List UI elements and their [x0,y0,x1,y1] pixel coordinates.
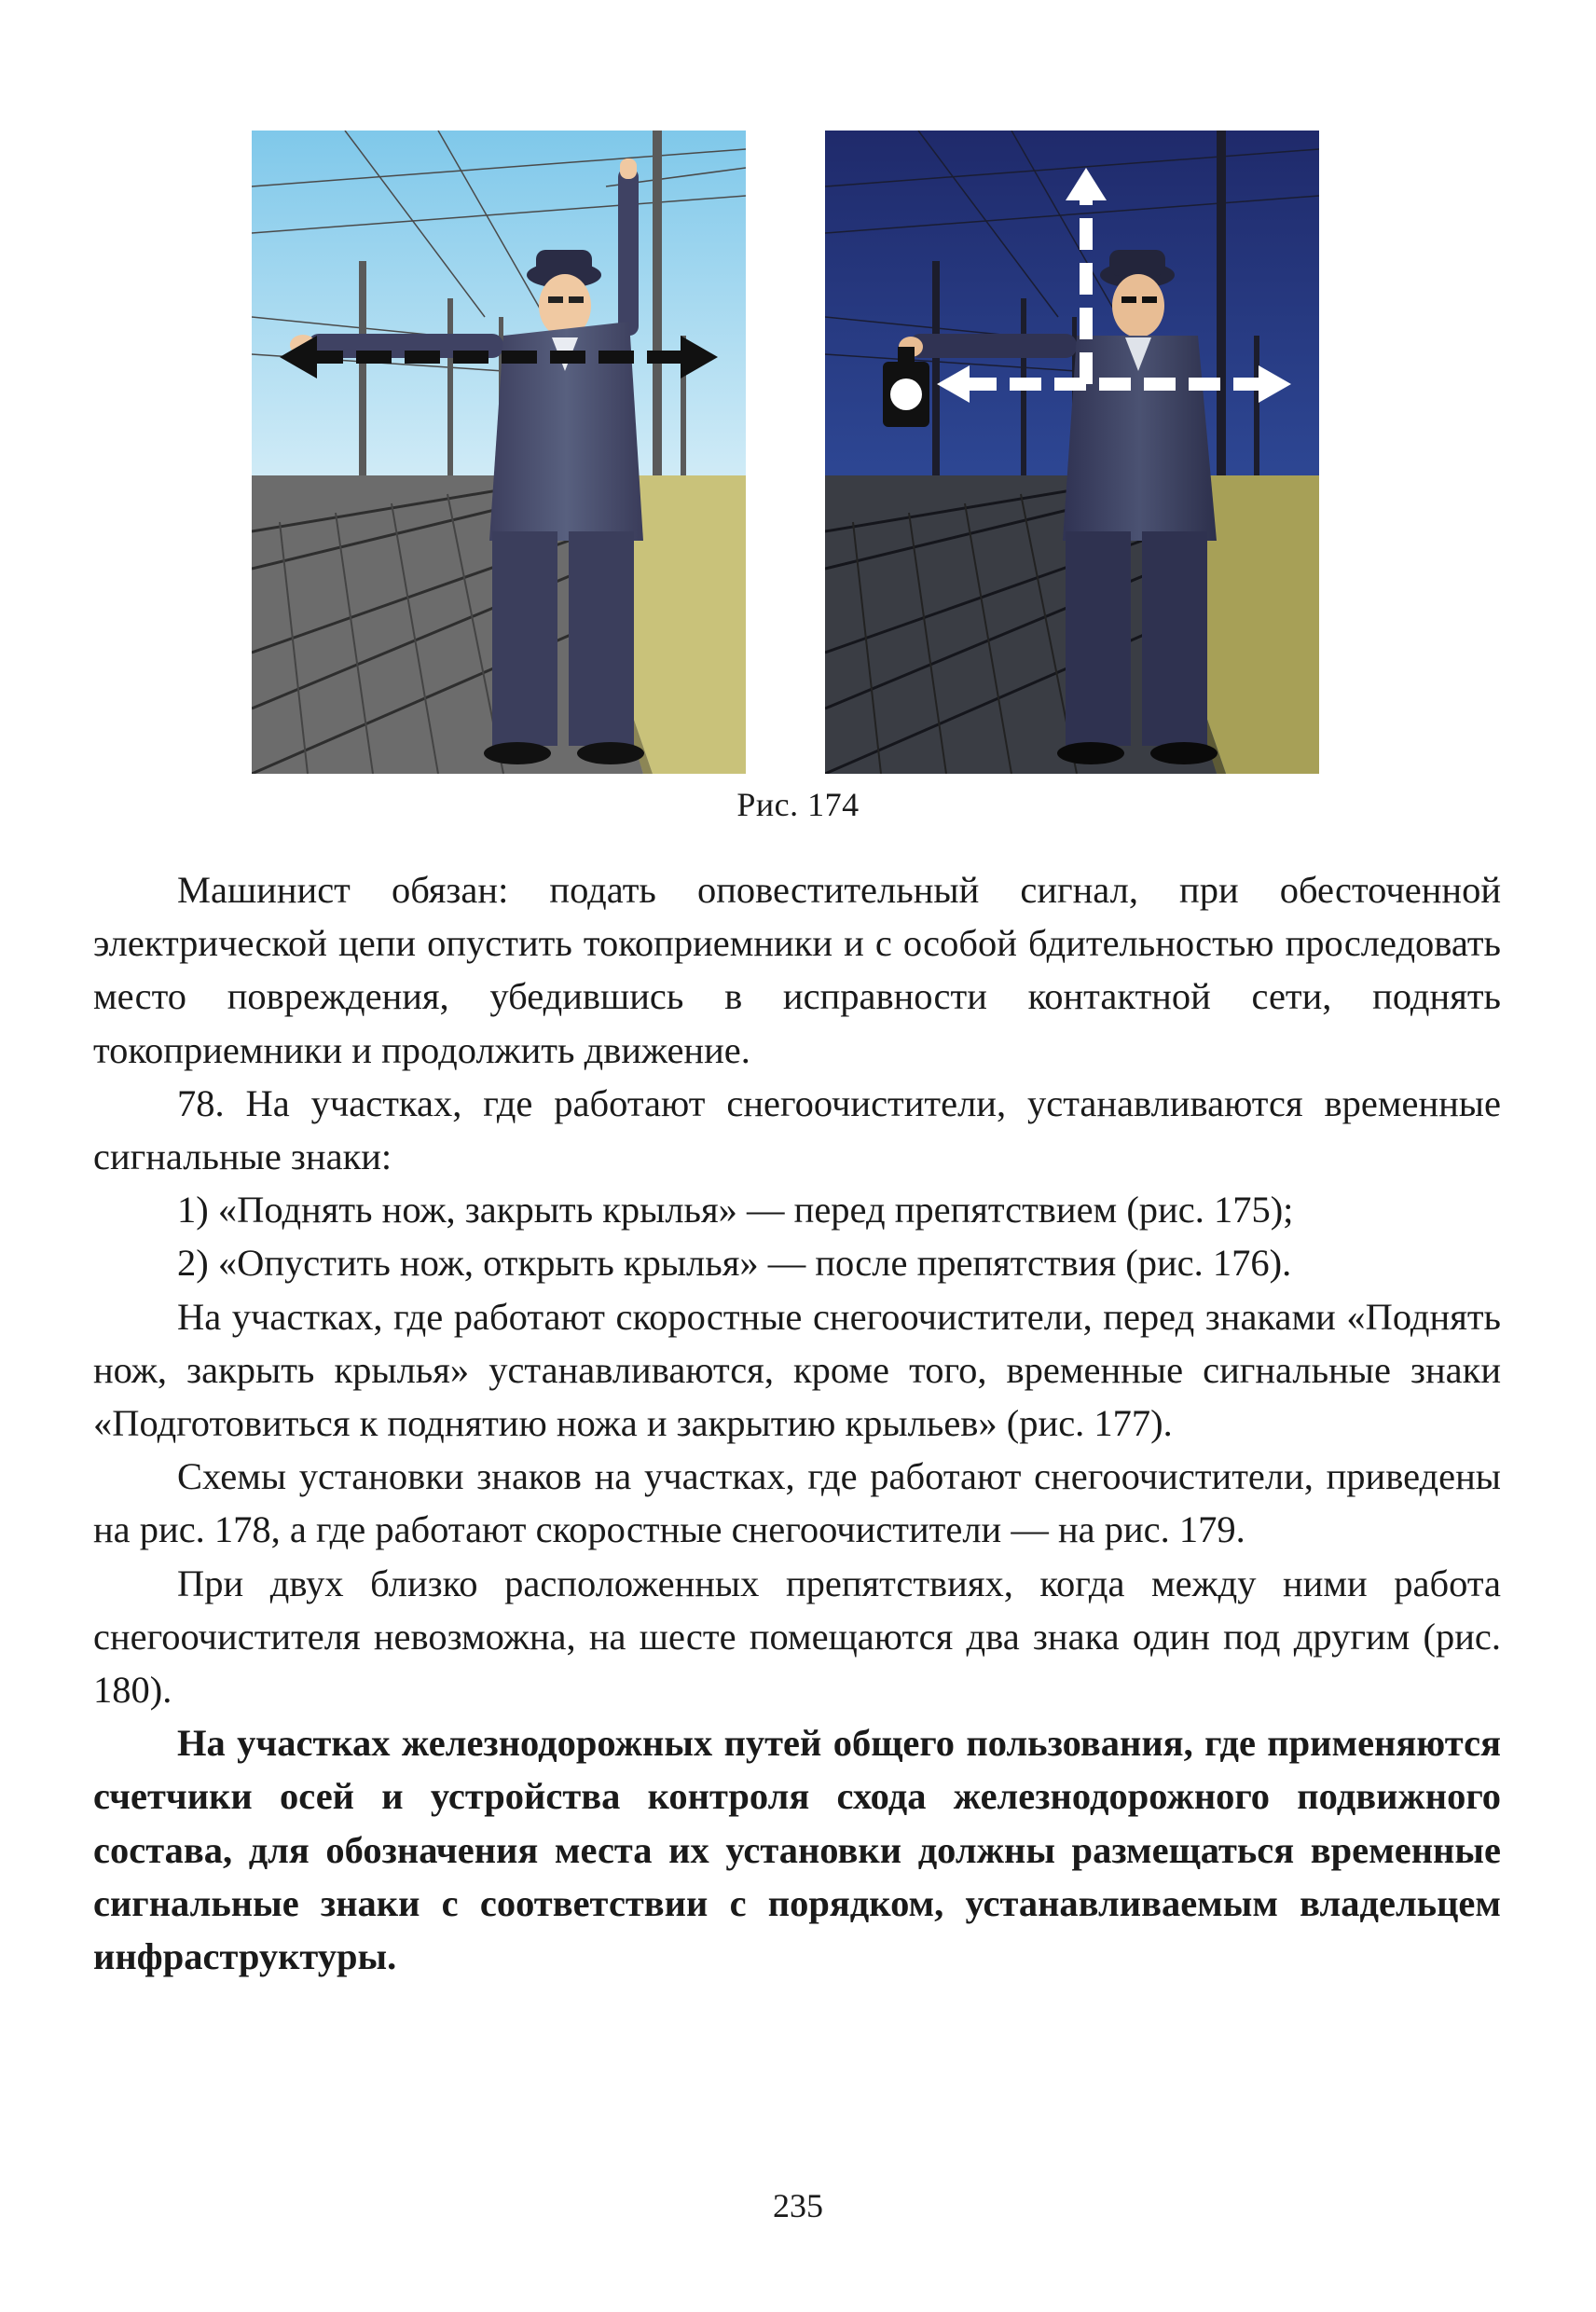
paragraph: 78. На участках, где работают снегоочистители, устанавливаются временные сигнальные знаки: [93,1081,1501,1178]
figure-174 [252,131,1319,774]
body-text [93,863,1501,1983]
paragraph: Машинист обязан: подать оповестительный сигнал, при обесточенной электрической цепи опустить токоприемники и с особой бдительностью проследовать место повреждения, убедившись в исправности контактной сети, поднять токоприемники и продолжить движение. [93,869,1501,1071]
bold-paragraph: На участках железнодорожных путей общего пользования, где применяются счетчики осей и устройства контроля схода железнодорожного подвижного состава, для обозначения места их установки должны размещаться временные сигнальные знаки с соответствии с порядком, устанавливаемым владельцем инфраструктуры. [93,1722,1501,1978]
paragraph: Схемы установки знаков на участках, где работают снегоочистители, приведены на рис. 178, а где работают скоростные снегоочистители — на рис. 179. [93,1455,1501,1551]
page-number: 235 [773,2187,823,2224]
figure-panel-night [825,131,1319,774]
paragraph: 2) «Опустить нож, открыть крылья» — после препятствия (рис. 176). [177,1242,1292,1285]
figure-caption: Рис. 174 [736,786,860,823]
paragraph: 1) «Поднять нож, закрыть крылья» — перед препятствием (рис. 175); [177,1189,1294,1232]
day-signal-illustration [252,131,746,774]
night-signal-illustration [825,131,1319,774]
figure-panel-day [252,131,746,774]
paragraph: При двух близко расположенных препятствиях, когда между ними работа снегоочистителя невозможна, на шесте помещаются два знака один под другим (рис. 180). [93,1562,1501,1712]
paragraph: На участках, где работают скоростные снегоочистители, перед знаками «Поднять нож, закрыть крылья» устанавливаются, кроме того, временные сигнальные знаки «Подготовиться к поднятию ножа и закрытию крыльев» (рис. 177). [93,1295,1501,1445]
